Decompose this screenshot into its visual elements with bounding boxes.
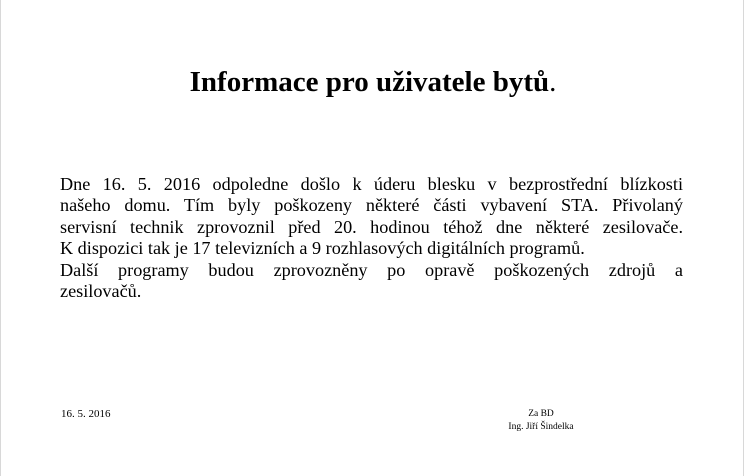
signature-block (491, 408, 591, 434)
body-line-5: Další programy budou zprovozněny po opravě poškozených zdrojů a (60, 259, 683, 280)
announcement-body (60, 174, 683, 302)
signature-organization: Za BD (528, 409, 554, 419)
body-line-6: zesilovačů. (60, 281, 142, 302)
body-line-1: Dne 16. 5. 2016 odpoledne došlo k úderu blesku v bezprostřední blízkosti (60, 174, 683, 194)
document-title (1, 64, 744, 100)
body-line-3: servisní technik zprovoznil před 20. hodinou téhož dne některé zesilovače. (60, 216, 683, 237)
title-text: Informace pro uživatele bytů (189, 66, 550, 98)
body-line-4: K dispozici tak je 17 televizních a 9 rozhlasových digitálních programů. (60, 238, 585, 259)
signature-name: Ing. Jiří Šindelka (508, 422, 574, 432)
title-period: . (549, 66, 557, 98)
document-date: 16. 5. 2016 (61, 408, 111, 420)
body-line-2: našeho domu. Tím byly poškozeny některé části vybavení STA. Přivolaný (60, 195, 683, 216)
